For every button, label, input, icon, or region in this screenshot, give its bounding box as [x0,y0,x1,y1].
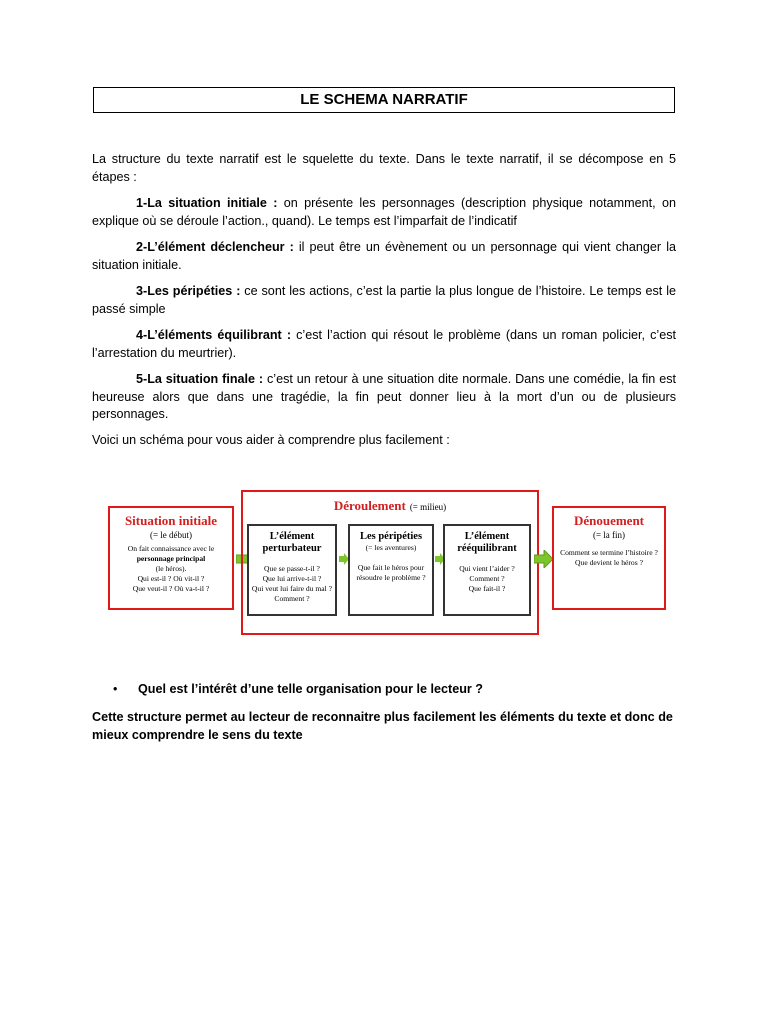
reequilibrant-q1: Qui vient l’aider ? [459,564,515,573]
denouement-title: Dénouement [573,513,645,528]
bullet-icon: • [113,682,118,696]
step-4-text: c’est l’action qui résout le problème (dans un roman policier, c’est l’arrestation du meurtrier). [92,328,677,360]
denouement-q2: Que devient le héros ? [575,558,643,567]
situation-initiale-line4: Qui est-il ? Où vit-il ? [137,574,205,583]
page-title: LE SCHEMA NARRATIF [93,87,675,113]
perturbateur-q3: Qui veut lui faire du mal ? [251,584,333,593]
perturbateur-q2: Que lui arrive-t-il ? [262,574,322,583]
situation-initiale-sub: (= le début) [149,530,193,540]
perturbateur-q4: Comment ? [274,594,310,603]
situation-initiale-title: Situation initiale [124,513,218,528]
situation-initiale-line5: Que veut-il ? Où va-t-il ? [132,584,210,593]
perturbateur-title2: perturbateur [262,543,322,554]
denouement-sub: (= la fin) [592,530,626,540]
box-situation-initiale [108,506,234,610]
peripeties-q2: résoudre le problème ? [356,573,426,582]
narrative-diagram [96,474,670,646]
situation-initiale-line3: (le héros). [155,564,187,573]
step-1-text: on présente les personnages (description physique notamment, on explique où se déroule l’action., quand). Le temps est l’imparfait de l’indicatif [92,196,676,228]
step-1 [92,195,676,230]
step-2-label: 2-L’élément déclencheur : [136,240,294,254]
reequilibrant-q2: Comment ? [469,574,505,583]
step-3 [92,283,676,318]
step-1-label: 1-La situation initiale : [136,196,278,210]
step-3-text: ce sont les actions, c’est la partie la plus longue de l’histoire. Le temps est le passé simple [92,284,676,316]
peripeties-sub: (= les aventures) [365,543,417,552]
question-text: Quel est l’intérêt d’une telle organisation pour le lecteur ? [138,682,483,696]
box-element-reequilibrant [443,524,531,616]
deroulement-title: Déroulement [333,498,406,513]
arrow-right-icon [534,550,554,568]
situation-initiale-line1: On fait connaissance avec le [127,544,215,553]
step-4-label: 4-L’éléments équilibrant : [136,328,292,342]
perturbateur-title1: L’élément [269,531,315,542]
step-5-text: c’est un retour à une situation dite normale. Dans une comédie, la fin est heureuse alors que dans une tragédie, la fin peut donner lieu à la mort d’un ou de plusieurs personnages. [92,372,676,421]
denouement-q1: Comment se termine l’histoire ? [560,548,658,557]
peripeties-title: Les péripéties [359,531,423,542]
reequilibrant-title2: rééquilibrant [457,543,517,554]
step-2 [92,239,676,274]
answer-paragraph: Cette structure permet au lecteur de reconnaitre plus facilement les éléments du texte et donc de mieux comprendre le sens du texte [92,710,673,742]
step-3-label: 3-Les péripéties : [136,284,241,298]
situation-initiale-line2: personnage principal [136,554,206,563]
peripeties-q1: Que fait le héros pour [357,563,425,572]
deroulement-sub: (= milieu) [409,502,447,512]
box-element-perturbateur [247,524,337,616]
step-4 [92,327,676,362]
perturbateur-q1: Que se passe-t-il ? [264,564,320,573]
step-5 [92,371,676,424]
reequilibrant-title1: L’élément [464,531,510,542]
diagram-intro: Voici un schéma pour vous aider à comprendre plus facilement : [92,433,450,447]
box-peripeties [348,524,434,616]
intro-paragraph: La structure du texte narratif est le squelette du texte. Dans le texte narratif, il se décompose en 5 étapes : [92,152,676,184]
deroulement-heading [243,497,537,515]
box-denouement [552,506,666,610]
step-2-text: il peut être un évènement ou un personnage qui vient changer la situation initiale. [92,240,676,272]
reequilibrant-q3: Que fait-il ? [468,584,506,593]
step-5-label: 5-La situation finale : [136,372,264,386]
